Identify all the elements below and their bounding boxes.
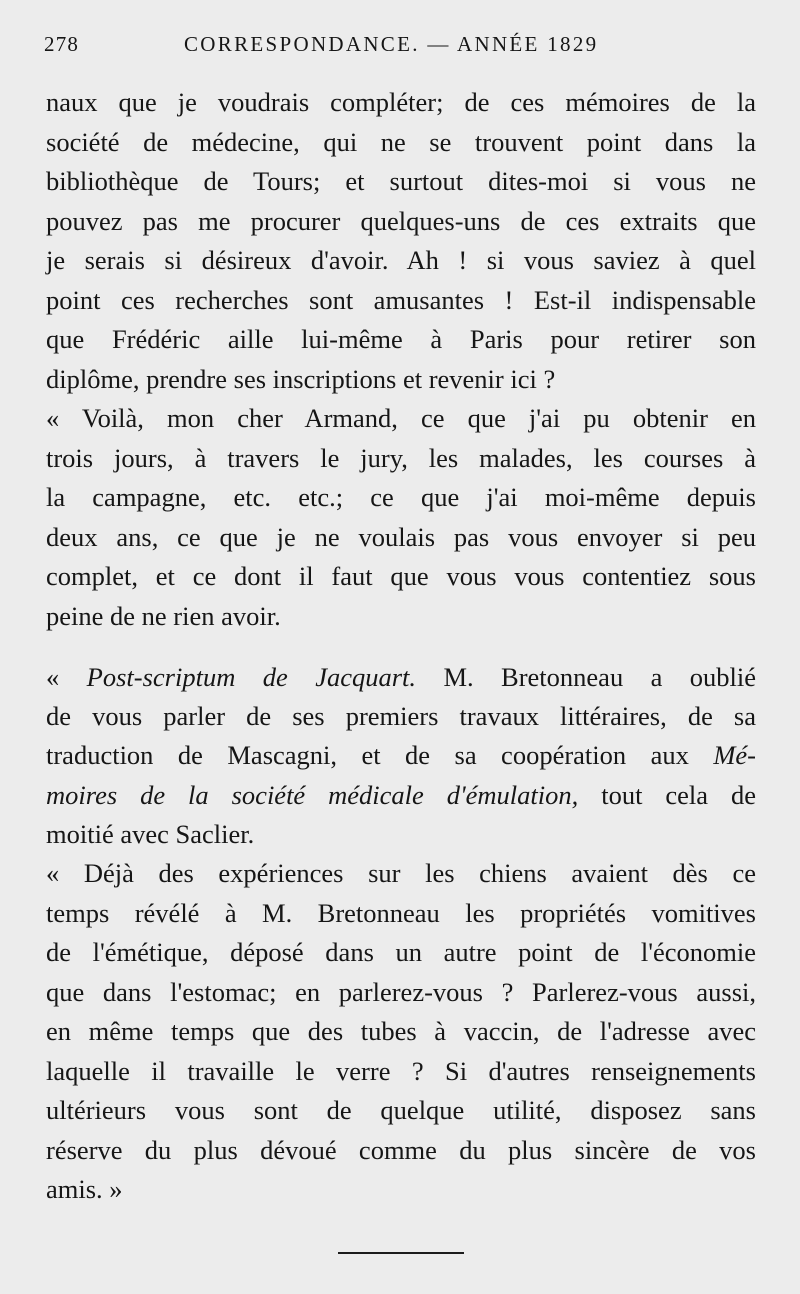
body-line: diplôme, prendre ses inscriptions et revenir ici ? <box>46 364 556 394</box>
body-line: naux que je voudrais compléter; de ces mémoires de la <box>46 87 756 117</box>
body-line: je serais si désireux d'avoir. Ah ! si vous saviez à quel <box>46 245 756 275</box>
body-line: pouvez pas me procurer quelques-uns de ces extraits que <box>46 206 756 236</box>
body-line: laquelle il travaille le verre ? Si d'autres renseignements <box>46 1056 756 1086</box>
running-header <box>44 32 764 66</box>
body-line: la campagne, etc. etc.; ce que j'ai moi-même depuis <box>46 482 756 512</box>
body-line: que Frédéric aille lui-même à Paris pour retirer son <box>46 324 756 354</box>
body-line: société de médecine, qui ne se trouvent point dans la <box>46 127 756 157</box>
body-line: deux ans, ce que je ne voulais pas vous envoyer si peu <box>46 522 756 552</box>
body-line: de vous parler de ses premiers travaux littéraires, de sa <box>46 701 756 731</box>
line-prefix: « <box>46 662 87 692</box>
body-line <box>46 737 756 773</box>
line-suffix: tout cela de <box>578 780 757 810</box>
body-line: complet, et ce dont il faut que vous vous contentiez sous <box>46 561 756 591</box>
body-line: « Déjà des expériences sur les chiens avaient dès ce <box>46 858 756 888</box>
italic-text: Mé- <box>713 740 756 770</box>
body-line: amis. » <box>46 1174 123 1204</box>
line-suffix: M. Bretonneau a oublié <box>416 662 757 692</box>
body-line: de l'émétique, déposé dans un autre point de l'économie <box>46 937 756 967</box>
body-line: peine de ne rien avoir. <box>46 601 281 631</box>
end-rule <box>338 1252 464 1254</box>
page-number: 278 <box>44 32 80 56</box>
body-line: point ces recherches sont amusantes ! Est-il indispensable <box>46 285 756 315</box>
body-line <box>46 659 756 695</box>
body-line: en même temps que des tubes à vaccin, de l'adresse avec <box>46 1016 756 1046</box>
italic-text: Post-scriptum de Jacquart. <box>86 662 417 692</box>
running-title: CORRESPONDANCE. — ANNÉE 1829 <box>184 32 599 56</box>
body-line: « Voilà, mon cher Armand, ce que j'ai pu obtenir en <box>46 403 756 433</box>
italic-text: moires de la société médicale d'émulation, <box>46 780 579 810</box>
body-line: bibliothèque de Tours; et surtout dites-moi si vous ne <box>46 166 756 196</box>
body-line: que dans l'estomac; en parlerez-vous ? Parlerez-vous aussi, <box>46 977 756 1007</box>
line-prefix: traduction de Mascagni, et de sa coopération aux <box>46 740 714 770</box>
body-line: moitié avec Saclier. <box>46 819 255 849</box>
body-line: temps révélé à M. Bretonneau les propriétés vomitives <box>46 898 756 928</box>
body-line: réserve du plus dévoué comme du plus sincère de vos <box>46 1135 756 1165</box>
body-line <box>46 777 756 813</box>
body-line: trois jours, à travers le jury, les malades, les courses à <box>46 443 756 473</box>
body-line: ultérieurs vous sont de quelque utilité, disposez sans <box>46 1095 756 1125</box>
